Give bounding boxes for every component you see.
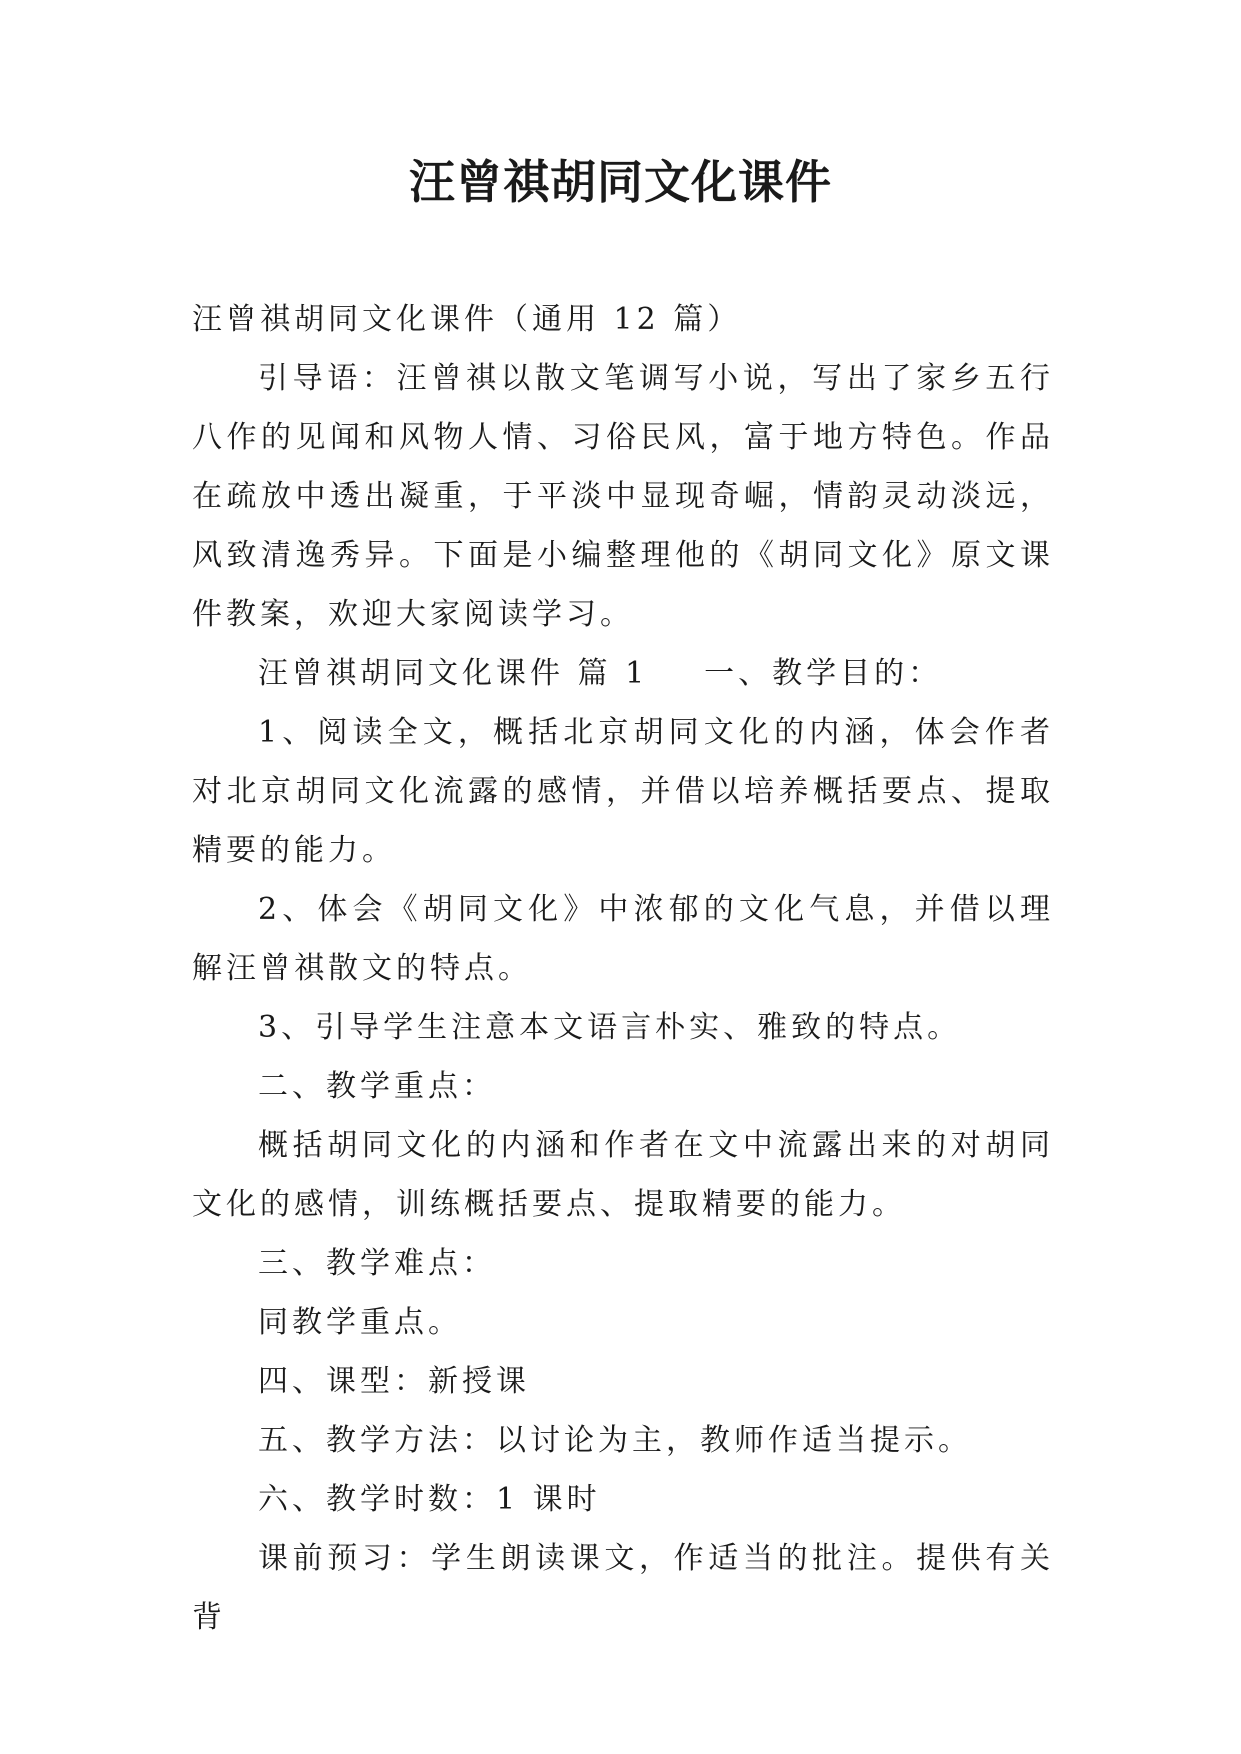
method-line: 五、教学方法：以讨论为主，教师作适当提示。 [258,1423,972,1458]
document-title: 汪曾祺胡同文化课件 [409,155,832,209]
focus-paragraph: 概括胡同文化的内涵和作者在文中流露出来的对胡同文化的感情，训练概括要点、提取精要的能力。 [192,1128,1054,1222]
goal-1-paragraph: 1、阅读全文，概括北京胡同文化的内涵，体会作者对北京胡同文化流露的感情，并借以培养概括要点、提取精要的能力。 [192,715,1054,868]
document-subtitle: 汪曾祺胡同文化课件（通用 12 篇） [192,302,742,337]
section-heading-line [192,644,1054,703]
goals-heading: 一、教学目的： [704,656,943,691]
focus-heading: 二、教学重点： [258,1069,496,1104]
difficulty-heading: 三、教学难点： [258,1246,496,1281]
preview-paragraph: 课前预习：学生朗读课文，作适当的批注。提供有关背 [192,1541,1054,1635]
intro-paragraph: 引导语：汪曾祺以散文笔调写小说，写出了家乡五行八作的见闻和风物人情、习俗民风，富于地方特色。作品在疏放中透出凝重，于平淡中显现奇崛，情韵灵动淡远，风致清逸秀异。下面是小编整理他的《胡同文化》原文课件教案，欢迎大家阅读学习。 [192,361,1054,632]
difficulty-paragraph: 同教学重点。 [258,1305,462,1340]
document-body [192,290,1054,1647]
lesson-type-line: 四、课型：新授课 [258,1364,530,1399]
section-heading: 汪曾祺胡同文化课件 篇 1 [258,656,649,691]
goal-3-paragraph: 3、引导学生注意本文语言朴实、雅致的特点。 [258,1010,962,1045]
hours-line: 六、教学时数：1 课时 [258,1482,601,1517]
goal-2-paragraph: 2、体会《胡同文化》中浓郁的文化气息，并借以理解汪曾祺散文的特点。 [192,892,1054,986]
